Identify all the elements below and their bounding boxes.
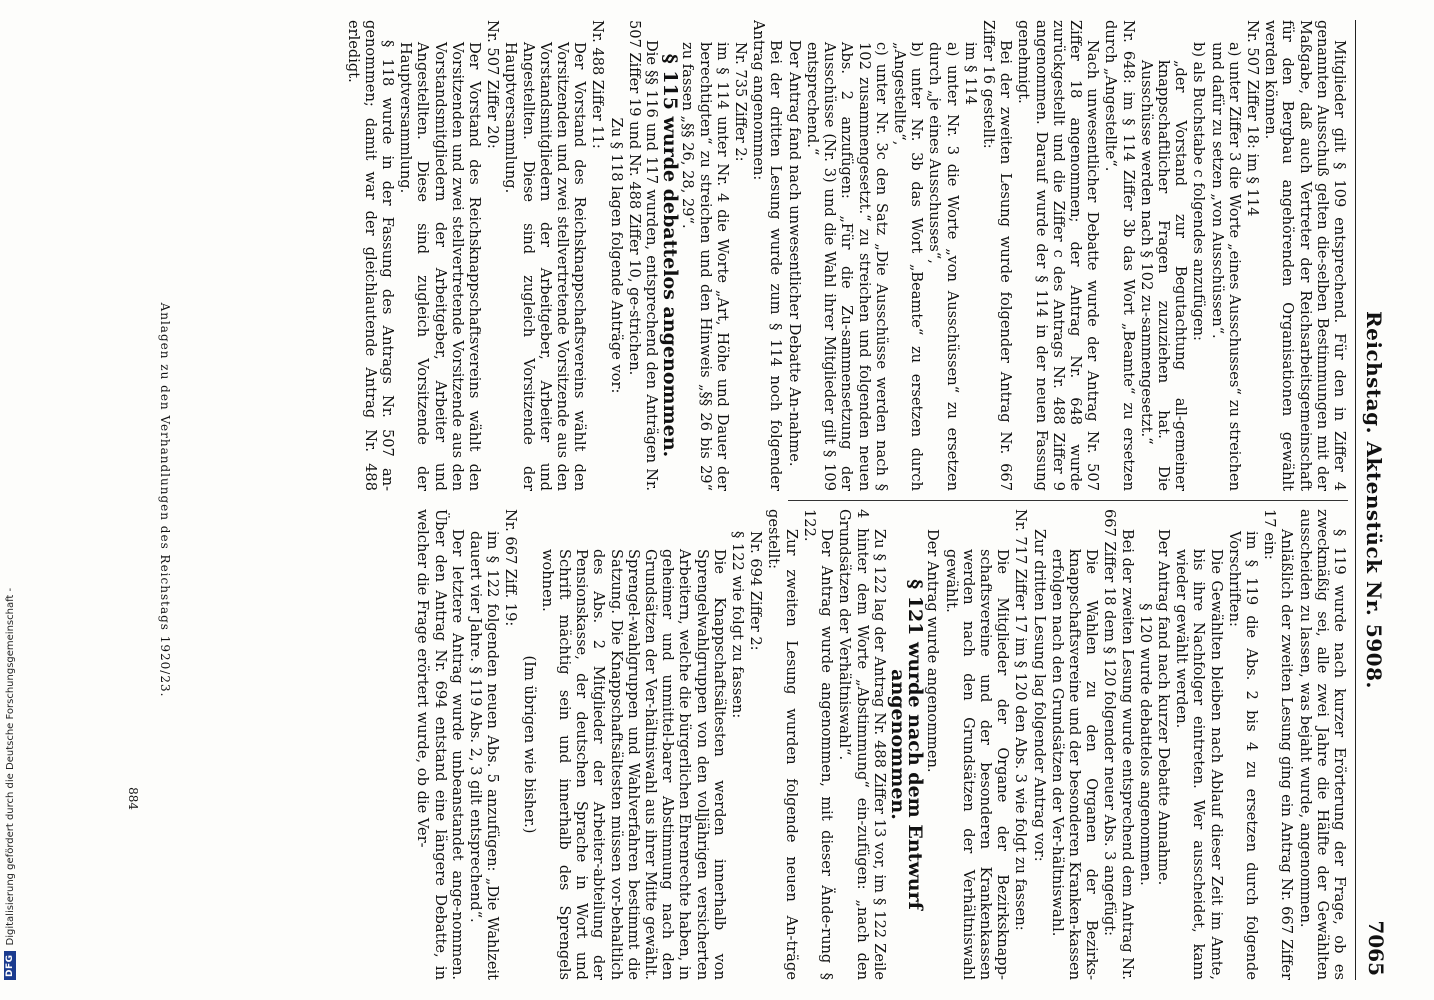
right-column — [192, 509, 1348, 980]
paragraph: (Im übrigen wie bisher.) — [520, 655, 538, 834]
paragraph: Der Vorstand des Reichsknappschaftsvereins wählt den Vorsitzenden und zwei stellvertretende Vorsitzende aus den Vorstandsmitgliedern der Arbeitgeber, Arbeiter und Angestellten. Diese sind zugleich Vorsitzende der Hauptversammlung. — [502, 42, 589, 491]
paragraph: Bei der dritten Lesung wurde zum § 114 noch folgender Antrag angenommen: — [750, 20, 785, 491]
section-heading: § 120 wurde debattelos angenommen. — [1136, 603, 1154, 886]
paragraph: Die Wahlen zu den Organen der Bezirks-knappschaftsvereine und der besonderen Kranken-kassen erfolgen nach den Grundsätzen der Ver-hältniswahl. — [1048, 549, 1101, 980]
paragraph: Der Antrag fand nach unwesentlicher Debatte An-nahme. — [785, 40, 803, 467]
paragraph: Anläßlich der zweiten Lesung ging ein Antrag Nr. 667 Ziffer 17 ein: — [1261, 509, 1296, 980]
paragraph: Der Vorstand des Reichsknappschaftsvereins wählt den Vorsitzenden und zwei stellvertretende Vorsitzende aus den Vorstandsmitgliedern der Arbeitgeber, Arbeiter und Angestellten. Diese sind zugleich Vorsitzende der Hauptversammlung. — [397, 42, 484, 491]
paragraph: Bei der zweiten Lesung wurde folgender Antrag Nr. 667 Ziffer 16 gestellt: — [979, 20, 1015, 491]
paragraph: Zur dritten Lesung lag folgender Antrag vor: — [1030, 529, 1048, 862]
paragraph: Der letztere Antrag wurde unbeanstandet ange-nommen. Über den Antrag Nr. 694 entstand eine längere Debatte, in welcher die Frage erörtert wurde, ob die Ver- — [414, 509, 466, 980]
paragraph: Die Knappschaftsältesten werden innerhalb von Sprengelwahlgruppen von den volljährigen versicherten Arbeitern, welche die bürgerlichen Ehrenrechte haben, in geheimer und unmittel-barer Abstimmung nach den Grundsätzen der Ver-hältniswahl aus ihrer Mitte gewählt. Sprengel-wahlgruppen und Wahlverfahren bestimmt die Satzung. Die Knappschaftsältesten müssen vor-behaltlich des Abs. 2 Mitglieder der Arbeiter-abteilung der Pensionskasse, der deutschen Sprache in Wort und Schrift mächtig sein und innerhalb des Sprengels wohnen. — [538, 549, 728, 980]
paragraph: im § 119 die Abs. 2 bis 4 zu ersetzen durch folgende Vorschriften: — [1225, 531, 1260, 980]
paragraph: § 119 wurde nach kurzer Erörterung der Frage, ob es zweckmäßig sei, alle zwei Jahre die Hälfte der Gewählten ausscheiden zu lassen, was bejaht wurde, angenommen. — [1296, 509, 1348, 980]
credit-text: Digitalisierung gefördert durch die Deutsche Forschungsgemeinschaft - — [4, 587, 16, 946]
paragraph: Nach unwesentlicher Debatte wurde der Antrag Nr. 507 Ziffer 18 angenommen; der Antrag Nr. 648 wurde zurückgestellt und die Ziffer c des Antrags Nr. 488 Ziffer 9 angenommen. Darauf wurde der § 114 in der neuen Fassung genehmigt. — [1015, 20, 1102, 491]
paragraph: Zur zweiten Lesung wurden folgende neuen An-träge gestellt: — [765, 509, 800, 980]
paragraph: § 122 wie folgt zu fassen: — [729, 531, 747, 719]
paragraph: Nr. 507 Ziffer 18: im § 114 — [1243, 20, 1261, 217]
section-heading: Zu § 118 lagen folgende Anträge vor: — [607, 117, 625, 394]
header-page-number: 7065 — [1364, 920, 1388, 976]
paragraph: b) unter Nr. 3b das Wort „Beamte“ zu ersetzen durch „Angestellte“, — [890, 42, 926, 491]
paragraph: Der Antrag wurde angenommen. — [924, 529, 942, 773]
paragraph: im § 114 unter Nr. 4 die Worte „Art, Höhe und Dauer der berechtigten“ zu streichen und den Hinweis „§§ 26 bis 29“ zu fassen „§§ 26, 28, 29“. — [679, 42, 731, 491]
paragraph: a) unter Nr. 3 die Worte „von Ausschüssen“ zu ersetzen durch „je eines Ausschusses“, — [926, 42, 961, 491]
paragraph: Zu § 122 lag der Antrag Nr. 488 Ziffer 13 vor, im § 122 Zeile 4 hinter dem Worte „Abstimmung“ ein-zufügen: „nach den Grundsätzen der Verhältniswahl“. — [836, 509, 888, 980]
left-column — [192, 20, 1348, 491]
paragraph: „der Vorstand zur Begutachtung all-gemeiner knappschaftlicher Fragen zuzuziehen hat. Die Ausschüsse werden nach § 102 zu-sammengesetzt.“ — [1137, 60, 1190, 491]
paragraph: Nr. 694 Ziffer 2: — [747, 531, 765, 651]
page-header — [1355, 20, 1392, 980]
paragraph: Mitglieder gilt § 109 entsprechend. Für den in Ziffer 4 genannten Ausschuß gelten die-selben Bestimmungen mit der Maßgabe, daß auch Vertreter der Reichsarbeitsgemeinschaft für den Bergbau angehörenden Organisationen gewählt werden können. — [1262, 20, 1348, 491]
printed-page — [122, 20, 1392, 980]
paragraph: Bei der zweiten Lesung wurde entsprechend dem Antrag Nr. 667 Ziffer 18 dem § 120 folgender neuer Abs. 3 angefügt: — [1101, 509, 1136, 980]
paragraph: Der Antrag fand nach kurzer Debatte Annahme. — [1154, 529, 1172, 886]
paragraph: Die Mitglieder der Organe der Bezirksknapp-schaftsvereine und der besonderen Krankenkassen werden nach den Grundsätzen der Verhältniswahl gewählt. — [942, 549, 1012, 980]
paragraph: Nr. 717 Ziffer 17 im § 120 den Abs. 3 wie folgt zu fassen: — [1012, 509, 1030, 931]
text-columns — [192, 20, 1348, 980]
paragraph: im § 114 — [961, 42, 979, 105]
paragraph: Nr. 507 Ziffer 20: — [484, 20, 502, 149]
paragraph: Der Antrag wurde angenommen, mit dieser Ände-rung § 122. — [800, 509, 836, 980]
header-title: Reichstag. Aktenstück Nr. 5908. — [1362, 311, 1386, 689]
page-footer: Anlagen zu den Verhandlungen des Reichstags 1920/23. — [158, 302, 172, 698]
paragraph: Nr. 735 Ziffer 2: — [732, 42, 750, 162]
section-heading: § 121 wurde nach dem Entwurf angenommen. — [886, 579, 927, 910]
paragraph: Nr. 667 Ziff. 19: — [502, 509, 520, 627]
paragraph: a) unter Ziffer 3 die Worte „eines Ausschusses“ zu streichen und dafür zu setzen „von Ausschüssen“. — [1208, 42, 1243, 491]
paragraph: im § 122 folgenden neuen Abs. 5 anzufügen: „Die Wahlzeit dauert vier Jahre. § 119 Abs. 2, 3 gilt entsprechend“. — [467, 531, 502, 980]
footer-number: 884 — [126, 787, 140, 810]
rotated-print-area — [92, 20, 1422, 980]
section-heading: § 115 wurde debattelos angenommen. — [659, 53, 682, 458]
paragraph: Die §§ 116 und 117 wurden, entsprechend den Anträgen Nr. 507 Ziffer 19 und Nr. 488 Ziffer 10, ge-strichen. — [625, 20, 661, 491]
paragraph: Nr. 488 Ziffer 11: — [589, 20, 607, 149]
digitization-credit — [2, 20, 18, 980]
paragraph: Nr. 648: im § 114 Ziffer 3b das Wort „Beamte“ zu ersetzen durch „Angestellte“. — [1102, 20, 1137, 491]
paragraph: Die Gewählten bleiben nach Ablauf dieser Zeit im Amte, bis ihre Nachfolger eintreten. Wer ausscheidet, kann wieder gewählt werden. — [1173, 549, 1225, 980]
paragraph: § 118 wurde in der Fassung des Antrags Nr. 507 an-genommen; damit war der gleichlautende Antrag Nr. 488 erledigt. — [344, 20, 397, 491]
paragraph: c) unter Nr. 3c den Satz „Die Ausschüsse werden nach § 102 zusammengesetzt.“ zu streichen und folgenden neuen Abs. 2 anzufügen: „Für die Zu-sammensetzung der Ausschüsse (Nr. 3) und die Wahl ihrer Mitglieder gilt § 109 entsprechend.“ — [803, 42, 890, 491]
dfg-logo: DFG — [4, 951, 16, 980]
paragraph: b) als Buchstabe c folgendes anzufügen: — [1190, 42, 1208, 341]
